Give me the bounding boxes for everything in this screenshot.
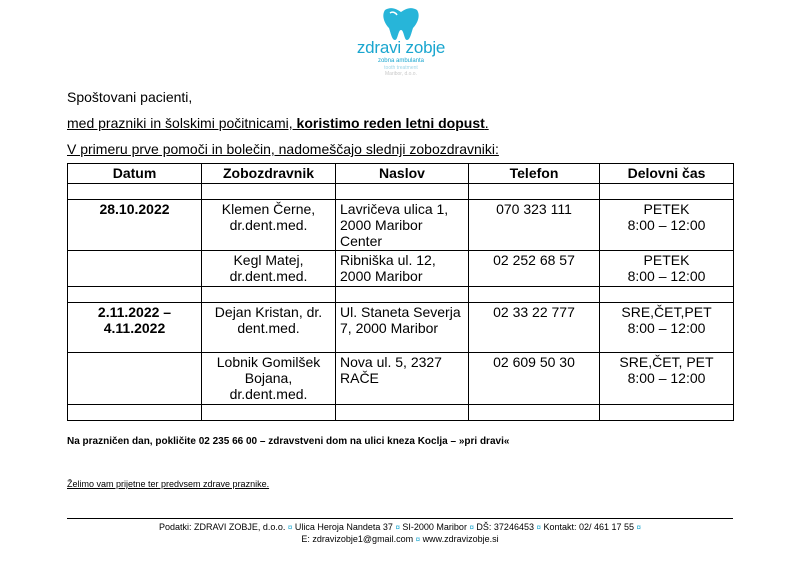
header-phone: Telefon (469, 164, 600, 184)
spacer-row (68, 405, 734, 421)
row-date (68, 353, 202, 405)
footer-company-line (0, 522, 800, 532)
spacer-row (68, 287, 734, 303)
footer-company: Podatki: ZDRAVI ZOBJE, d.o.o. (158, 522, 286, 532)
row-hours: SRE,ČET,PET 8:00 – 12:00 (600, 303, 734, 353)
table-row (68, 303, 734, 353)
row-phone: 070 323 111 (469, 200, 600, 251)
intro-bold: koristimo reden letni dopust (296, 115, 485, 131)
company-logo (346, 6, 456, 82)
row-date (68, 251, 202, 287)
table-row (68, 251, 734, 287)
row-dentist: Lobnik Gomilšek Bojana, dr.dent.med. (202, 353, 336, 405)
intro-end: . (484, 115, 489, 131)
footer-street: Ulica Heroja Nandeta 37 (294, 522, 393, 532)
row-dentist: Kegl Matej, dr.dent.med. (202, 251, 336, 287)
row-date: 2.11.2022 – 4.11.2022 (68, 303, 202, 353)
replacement-subtitle: V primeru prve pomoči in bolečin, nadomeščajo slednji zobozdravniki: (67, 141, 499, 157)
footer-divider (67, 518, 733, 519)
footer-tax: DŠ: 37246453 (476, 522, 534, 532)
header-dentist: Zobozdravnik (202, 164, 336, 184)
separator-icon: ¤ (415, 535, 421, 544)
separator-icon: ¤ (536, 523, 541, 532)
row-hours: PETEK 8:00 – 12:00 (600, 251, 734, 287)
header-hours: Delovni čas (600, 164, 734, 184)
table-header-row (68, 164, 734, 184)
holiday-wishes: Želimo vam prijetne ter predvsem zdrave praznike. (67, 479, 270, 489)
separator-icon: ¤ (287, 523, 293, 532)
footer-contact: Kontakt: 02/ 461 17 55 (543, 522, 635, 532)
row-dentist: Dejan Kristan, dr. dent.med. (202, 303, 336, 353)
logo-tagline: zobna ambulanta (377, 58, 425, 64)
table-row (68, 353, 734, 405)
intro-lead: med prazniki in šolskimi počitnicami, (67, 115, 297, 131)
separator-icon: ¤ (395, 523, 400, 532)
greeting: Spoštovani pacienti, (67, 89, 193, 105)
header-date: Datum (68, 164, 202, 184)
row-phone: 02 33 22 777 (469, 303, 600, 353)
footer-web: www.zdravizobje.si (422, 534, 499, 544)
logo-tagline-2: tooth treatment (384, 65, 418, 71)
separator-icon: ¤ (469, 523, 474, 532)
logo-wordmark: zdravi zobje (356, 38, 446, 57)
row-address: Nova ul. 5, 2327 RAČE (336, 353, 469, 405)
row-date: 28.10.2022 (68, 200, 202, 251)
row-hours: SRE,ČET, PET 8:00 – 12:00 (600, 353, 734, 405)
intro-line (67, 115, 489, 131)
footer-email: E: zdravizobje1@gmail.com (301, 534, 414, 544)
holiday-note: Na prazničen dan, pokličite 02 235 66 00 – zdravstveni dom na ulici kneza Koclja – »pri dravi« (67, 436, 510, 447)
logo-tagline-3: Maribor, d.o.o. (385, 71, 417, 77)
footer-city: SI-2000 Maribor (402, 522, 467, 532)
row-phone: 02 252 68 57 (469, 251, 600, 287)
table-row (68, 200, 734, 251)
tooth-icon (381, 6, 421, 42)
row-address: Lavričeva ulica 1, 2000 Maribor Center (336, 200, 469, 251)
header-address: Naslov (336, 164, 469, 184)
row-phone: 02 609 50 30 (469, 353, 600, 405)
footer-online-line (0, 534, 800, 544)
separator-icon: ¤ (636, 523, 641, 532)
spacer-row (68, 184, 734, 200)
row-address: Ul. Staneta Severja 7, 2000 Maribor (336, 303, 469, 353)
row-address: Ribniška ul. 12, 2000 Maribor (336, 251, 469, 287)
row-dentist: Klemen Černe, dr.dent.med. (202, 200, 336, 251)
row-hours: PETEK 8:00 – 12:00 (600, 200, 734, 251)
replacement-dentists-table (67, 163, 734, 421)
